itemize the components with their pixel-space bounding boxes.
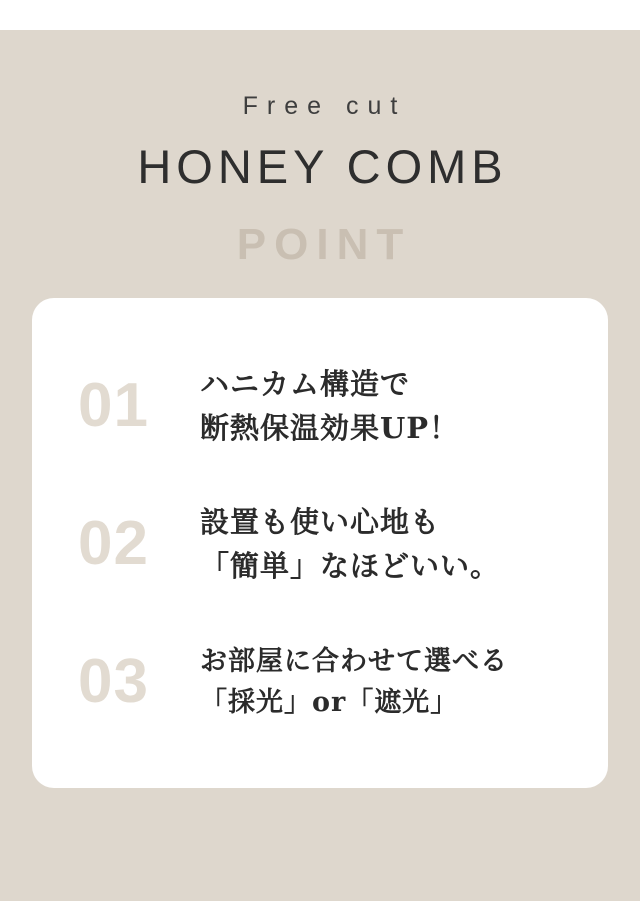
points-list (32, 298, 608, 746)
banner-background (0, 30, 640, 901)
list-item (32, 342, 608, 470)
page-title: HONEY COMB (137, 140, 508, 193)
point-line-1: ハニカム構造で (200, 366, 411, 401)
point-number: 03 (78, 647, 149, 716)
point-heading: POINT (236, 220, 412, 269)
list-item (32, 618, 608, 746)
point-line-2: 断熱保温効果UP！ (200, 411, 460, 445)
points-card (32, 298, 608, 788)
point-line-2: 「採光」or「遮光」 (200, 687, 459, 718)
point-line-1: お部屋に合わせて選べる (200, 645, 508, 677)
point-line-1: 設置も使い心地も (200, 504, 441, 539)
eyebrow-text: Free cut (242, 92, 407, 120)
point-line-2: 「簡単」なほどいい。 (200, 549, 501, 583)
point-text (200, 362, 459, 450)
point-number: 01 (78, 371, 149, 440)
list-item (32, 480, 608, 608)
point-text (200, 641, 508, 723)
banner-header (0, 30, 640, 270)
point-number: 02 (78, 509, 149, 578)
point-text (200, 500, 500, 588)
